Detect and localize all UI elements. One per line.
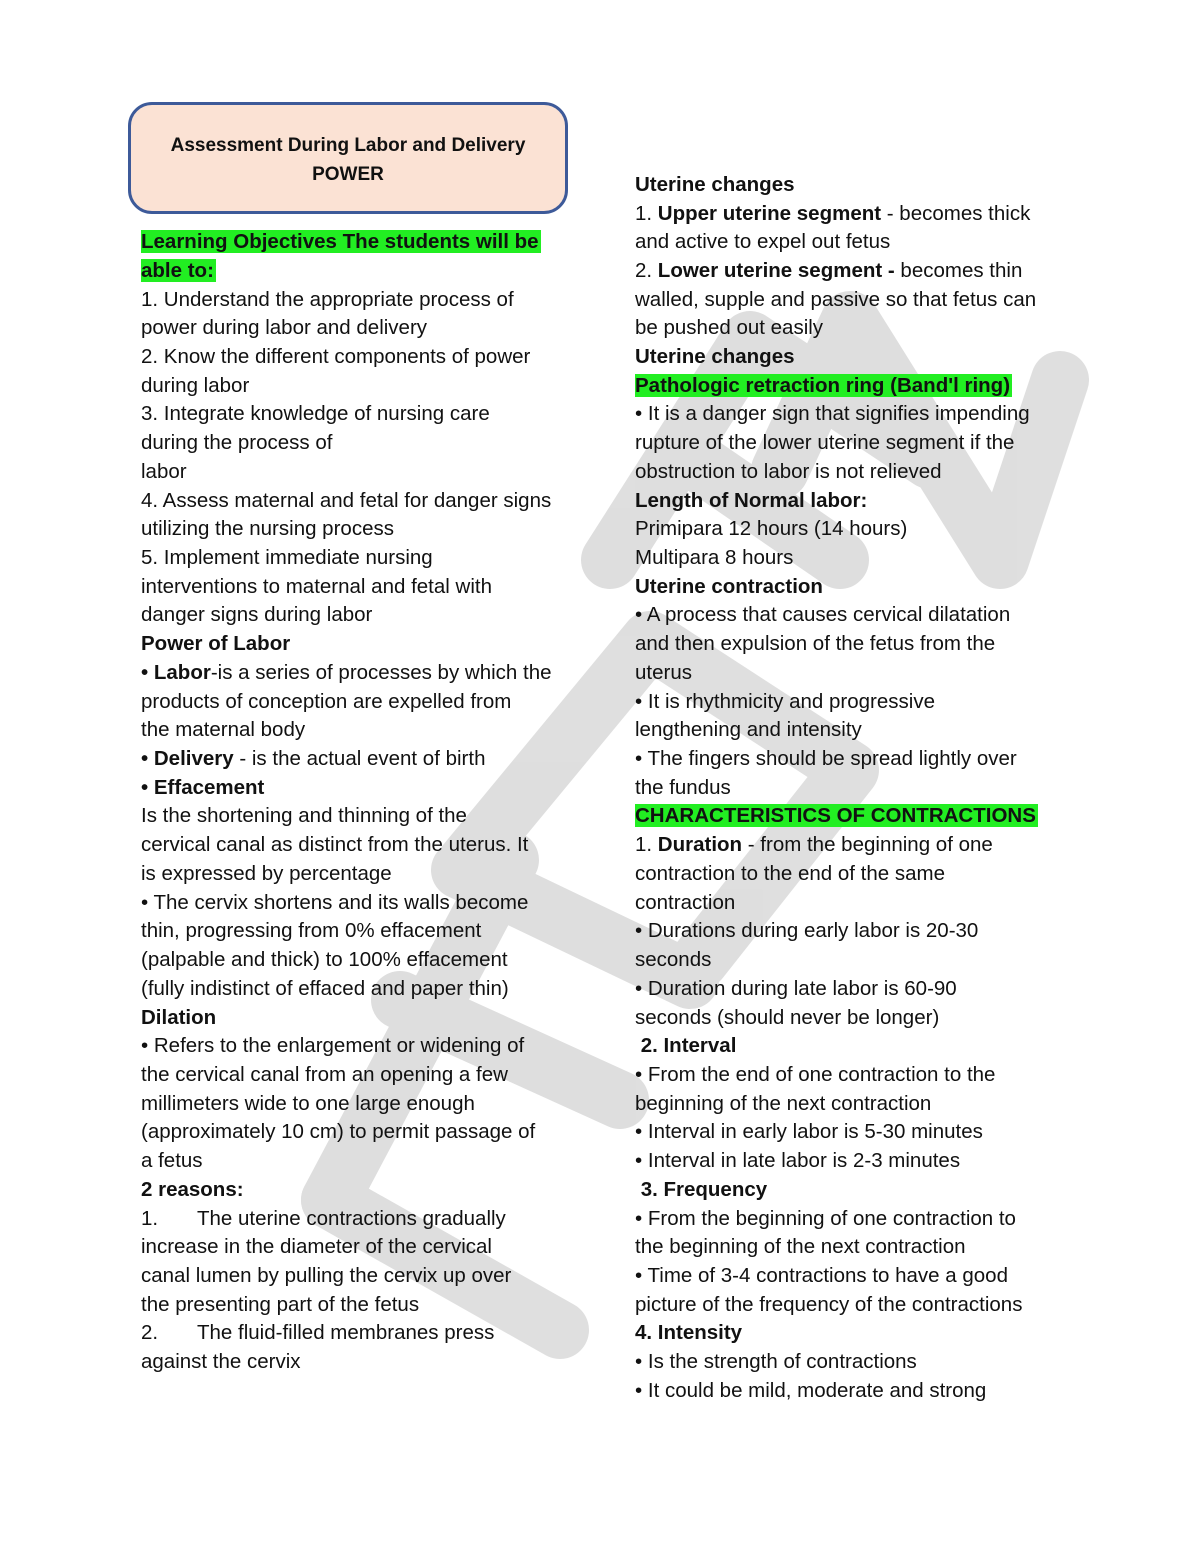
upper-segment-definition-b: and active to expel out fetus	[635, 230, 891, 253]
dilation-e: a fetus	[141, 1149, 203, 1172]
reason-2-a: The fluid-filled membranes press	[197, 1321, 495, 1344]
reason-2-number: 2.	[141, 1321, 159, 1344]
duration-early-b: seconds	[635, 948, 712, 971]
title-line-1: Assessment During Labor and Delivery	[170, 135, 526, 156]
bandl-ring-c: obstruction to labor is not relieved	[635, 460, 942, 483]
contraction-bullet-3b: the fundus	[635, 776, 731, 799]
bandl-ring-b: rupture of the lower uterine segment if the	[635, 431, 1015, 454]
lower-segment-definition-b: walled, supple and passive so that fetus can	[635, 288, 1037, 311]
objective-3c: labor	[141, 460, 187, 483]
objective-3a: 3. Integrate knowledge of nursing care	[141, 402, 490, 425]
objective-4a: 4. Assess maternal and fetal for danger signs	[141, 489, 552, 512]
contraction-bullet-2b: lengthening and intensity	[635, 718, 862, 741]
reason-1-a: The uterine contractions gradually	[197, 1207, 506, 1230]
duration-number: 1.	[635, 833, 658, 856]
contraction-bullet-1c: uterus	[635, 661, 692, 684]
reason-1-c: canal lumen by pulling the cervix up over	[141, 1264, 512, 1287]
duration-definition-c: contraction	[635, 891, 736, 914]
reason-1-number: 1.	[141, 1207, 159, 1230]
frequency-bullet-1a: • From the beginning of one contraction to	[635, 1207, 1016, 1230]
effacement-definition-b: cervical canal as distinct from the uterus. It	[141, 833, 529, 856]
objective-2b: during labor	[141, 374, 250, 397]
frequency-bullet-2a: • Time of 3-4 contractions to have a good	[635, 1264, 1008, 1287]
bandl-ring-heading: Pathologic retraction ring (Band'l ring)	[635, 374, 1011, 397]
upper-segment-definition: - becomes thick	[881, 202, 1031, 225]
duration-late-b: seconds (should never be longer)	[635, 1006, 940, 1029]
uterine-changes-heading-2: Uterine changes	[635, 345, 795, 368]
objective-2a: 2. Know the different components of power	[141, 345, 531, 368]
effacement-bullet-d: (fully indistinct of effaced and paper thin)	[141, 977, 509, 1000]
upper-segment-term: Upper uterine segment	[657, 202, 882, 225]
objective-1b: power during labor and delivery	[141, 316, 428, 339]
duration-term: Duration	[657, 833, 743, 856]
objectives-heading-1: Learning Objectives The students will be	[141, 230, 539, 253]
frequency-heading: 3. Frequency	[635, 1178, 768, 1201]
dilation-a: • Refers to the enlargement or widening of	[141, 1034, 525, 1057]
normal-labor-length-heading: Length of Normal labor:	[635, 489, 868, 512]
contraction-bullet-3a: • The fingers should be spread lightly over	[635, 747, 1017, 770]
delivery-definition: - is the actual event of birth	[233, 747, 486, 770]
primipara-length: Primipara 12 hours (14 hours)	[635, 517, 908, 540]
labor-definition: -is a series of processes by which the	[210, 661, 552, 684]
dilation-heading: Dilation	[141, 1006, 217, 1029]
objective-3b: during the process of	[141, 431, 333, 454]
title-line-2: POWER	[312, 164, 384, 185]
interval-bullet-1a: • From the end of one contraction to the	[635, 1063, 996, 1086]
duration-definition-b: contraction to the end of the same	[635, 862, 945, 885]
effacement-definition-c: is expressed by percentage	[141, 862, 392, 885]
lower-segment-term: Lower uterine segment -	[657, 259, 895, 282]
labor-definition-b: products of conception are expelled from	[141, 690, 512, 713]
duration-late-a: • Duration during late labor is 60-90	[635, 977, 957, 1000]
multipara-length: Multipara 8 hours	[635, 546, 794, 569]
interval-late: • Interval in late labor is 2-3 minutes	[635, 1149, 961, 1172]
effacement-bullet-c: (palpable and thick) to 100% effacement	[141, 948, 508, 971]
title-box	[128, 102, 568, 214]
objective-5a: 5. Implement immediate nursing	[141, 546, 433, 569]
labor-term: • Labor	[141, 661, 211, 684]
intensity-bullet-2: • It could be mild, moderate and strong	[635, 1379, 987, 1402]
interval-early: • Interval in early labor is 5-30 minutes	[635, 1120, 983, 1143]
objective-1a: 1. Understand the appropriate process of	[141, 288, 514, 311]
contraction-bullet-1a: • A process that causes cervical dilatation	[635, 603, 1011, 626]
upper-segment-number: 1.	[635, 202, 658, 225]
intensity-heading: 4. Intensity	[635, 1321, 743, 1344]
frequency-bullet-2b: picture of the frequency of the contractions	[635, 1293, 1023, 1316]
duration-definition: - from the beginning of one	[742, 833, 993, 856]
uterine-contraction-heading: Uterine contraction	[635, 575, 823, 598]
objectives-heading-2: able to:	[141, 259, 214, 282]
dilation-c: millimeters wide to one large enough	[141, 1092, 475, 1115]
dilation-b: the cervical canal from an opening a few	[141, 1063, 508, 1086]
objective-5c: danger signs during labor	[141, 603, 373, 626]
reasons-heading: 2 reasons:	[141, 1178, 244, 1201]
lower-segment-definition-c: be pushed out easily	[635, 316, 824, 339]
contraction-bullet-2a: • It is rhythmicity and progressive	[635, 690, 935, 713]
lower-segment-number: 2.	[635, 259, 658, 282]
frequency-bullet-1b: the beginning of the next contraction	[635, 1235, 966, 1258]
effacement-bullet-b: thin, progressing from 0% effacement	[141, 919, 482, 942]
effacement-term: • Effacement	[141, 776, 265, 799]
interval-bullet-1b: beginning of the next contraction	[635, 1092, 932, 1115]
effacement-definition-a: Is the shortening and thinning of the	[141, 804, 467, 827]
duration-early-a: • Durations during early labor is 20-30	[635, 919, 979, 942]
interval-heading: 2. Interval	[635, 1034, 737, 1057]
reason-2-b: against the cervix	[141, 1350, 301, 1373]
uterine-changes-heading: Uterine changes	[635, 173, 795, 196]
reason-1-b: increase in the diameter of the cervical	[141, 1235, 492, 1258]
bandl-ring-a: • It is a danger sign that signifies impending	[635, 402, 1030, 425]
characteristics-heading: CHARACTERISTICS OF CONTRACTIONS	[635, 804, 1036, 827]
delivery-term: • Delivery	[141, 747, 234, 770]
objective-4b: utilizing the nursing process	[141, 517, 394, 540]
reason-1-d: the presenting part of the fetus	[141, 1293, 420, 1316]
effacement-bullet-a: • The cervix shortens and its walls become	[141, 891, 529, 914]
objective-5b: interventions to maternal and fetal with	[141, 575, 492, 598]
dilation-d: (approximately 10 cm) to permit passage of	[141, 1120, 536, 1143]
power-heading: Power of Labor	[141, 632, 291, 655]
labor-definition-c: the maternal body	[141, 718, 306, 741]
intensity-bullet-1: • Is the strength of contractions	[635, 1350, 917, 1373]
lower-segment-definition: becomes thin	[894, 259, 1023, 282]
contraction-bullet-1b: and then expulsion of the fetus from the	[635, 632, 996, 655]
